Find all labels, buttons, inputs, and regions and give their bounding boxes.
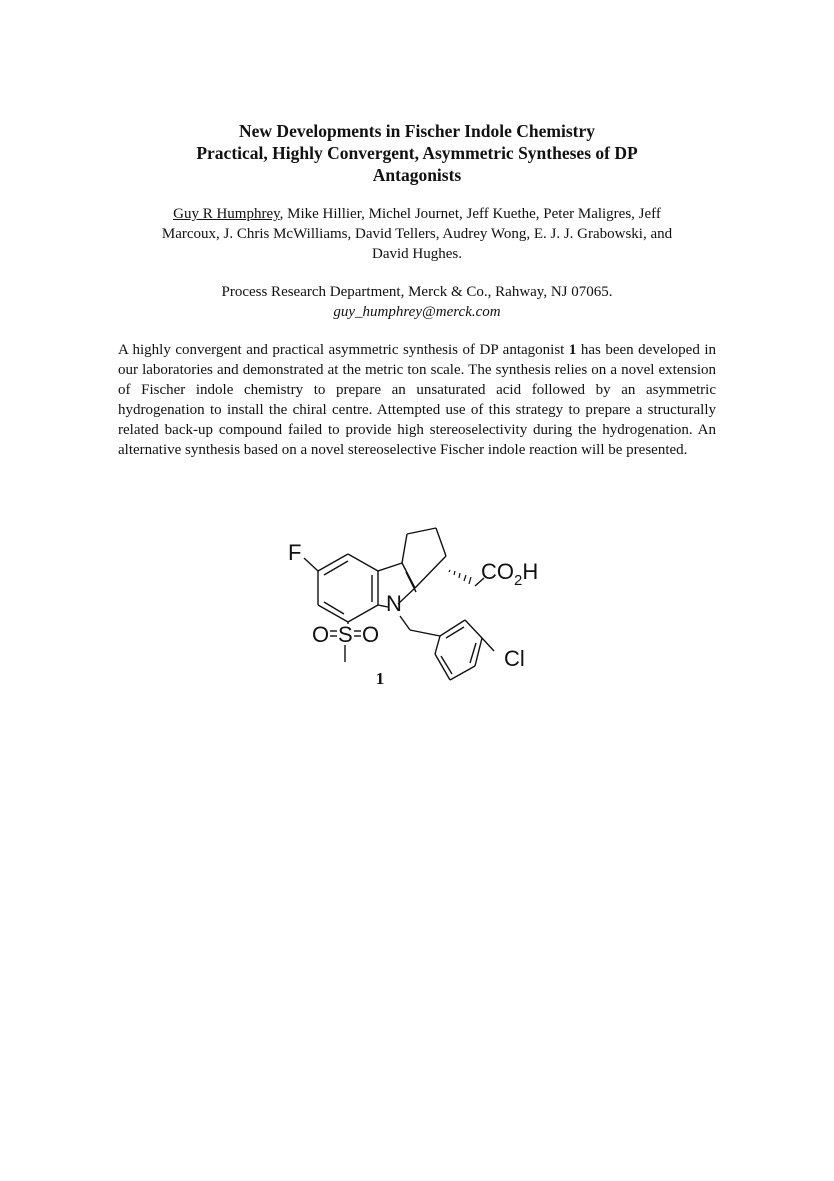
abstract-text [118, 340, 716, 460]
abstract-part-2: has been developed in our laboratories and demonstrated at the metric ton scale. The synthesis relies on a novel extension of Fischer indole chemistry to prepare an unsaturated acid followed by an asymmetric hydrogenation to install the chiral centre. Attempted use of this strategy to prepare a structurally related back-up compound failed to provide high stereoselectivity during the hydrogenation. An alternative synthesis based on a novel stereoselective Fischer indole reaction will be presented. [118, 342, 716, 458]
atom-chlorine: Cl [504, 646, 525, 671]
presenting-author: Guy R Humphrey [173, 206, 280, 222]
atom-oxygen-right: O [362, 622, 380, 647]
double-bond [324, 602, 344, 614]
bond [410, 630, 440, 636]
chemical-structure [270, 520, 570, 700]
bond [450, 666, 475, 680]
title-line-2: Practical, Highly Convergent, Asymmetric Syntheses of DP [196, 143, 638, 163]
title-line-1: New Developments in Fischer Indole Chemistry [239, 121, 595, 141]
bond [482, 638, 494, 651]
bond [318, 554, 348, 571]
atom-fluorine: F [288, 540, 302, 565]
title-line-3: Antagonists [372, 165, 462, 185]
bond [348, 605, 378, 622]
double-bond [324, 561, 348, 575]
compound-label: 1 [375, 669, 385, 688]
atom-nitrogen: N [386, 591, 402, 616]
author-line-3: David Hughes. [372, 246, 462, 262]
bond [304, 558, 318, 571]
paper-title [0, 120, 834, 186]
contact-email: guy_humphrey@merck.com [333, 304, 501, 320]
double-bond [446, 627, 464, 638]
double-bond [470, 643, 476, 663]
abstract-part-1: A highly convergent and practical asymmetric synthesis of DP antagonist [118, 342, 569, 358]
compound-reference: 1 [568, 342, 577, 358]
author-list [110, 204, 724, 264]
bond [407, 528, 436, 534]
author-line-2: Marcoux, J. Chris McWilliams, David Tellers, Audrey Wong, E. J. J. Grabowski, and [161, 226, 673, 242]
co-authors-line-1: , Mike Hillier, Michel Journet, Jeff Kuethe, Peter Maligres, Jeff [279, 206, 661, 222]
hashed-wedge-bond [449, 570, 471, 584]
bond [348, 554, 378, 571]
bond [435, 636, 440, 654]
atom-sulfur: S [338, 622, 353, 647]
double-bond [441, 656, 452, 674]
affiliation [0, 282, 834, 322]
bond [400, 616, 410, 630]
affiliation-address: Process Research Department, Merck & Co., Rahway, NJ 07065. [221, 284, 613, 300]
author-line-1 [110, 204, 724, 224]
co2h-suffix: H [522, 559, 539, 584]
bond [436, 528, 446, 556]
bond [402, 534, 407, 563]
co2h-prefix: CO [481, 559, 514, 584]
bond [465, 620, 482, 638]
carboxylic-acid-group [481, 559, 538, 589]
atom-oxygen-left: O [312, 622, 330, 647]
bond [415, 556, 446, 588]
bond [378, 563, 402, 571]
co2h-subscript: 2 [514, 572, 523, 589]
bond [475, 638, 482, 666]
